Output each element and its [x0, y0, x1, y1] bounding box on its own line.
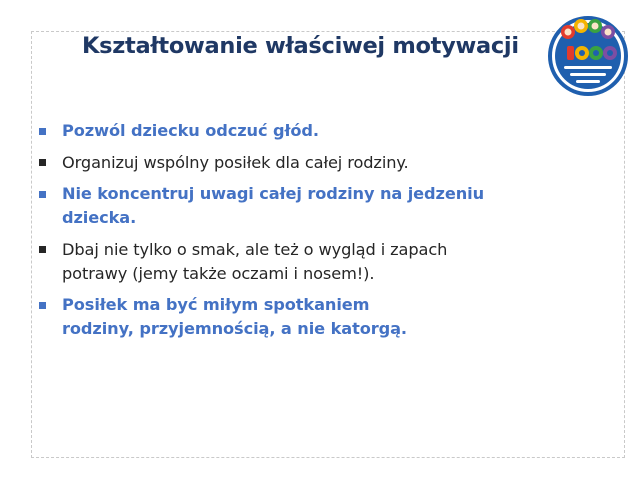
bullet-item: [38, 151, 518, 175]
square-bullet-icon: [39, 302, 46, 309]
bullet-text-continuation: potrawy (jemy także oczami i nosem!).: [62, 263, 375, 283]
square-bullet-icon: [39, 128, 46, 135]
bullet-item: [38, 119, 518, 143]
bullet-text-continuation: rodziny, przyjemnością, a nie katorgą.: [62, 319, 407, 338]
square-bullet-icon: [39, 191, 46, 198]
bullet-text-continuation: dziecka.: [62, 208, 137, 227]
bullet-text: Organizuj wspólny posiłek dla całej rodziny.: [62, 152, 409, 172]
slide-title: Kształtowanie właściwej motywacji: [82, 33, 519, 59]
program-logo-icon: [546, 14, 630, 98]
square-bullet-icon: [39, 159, 46, 166]
bullet-item: [38, 293, 518, 341]
bullet-text: Dbaj nie tylko o smak, ale też o wygląd i zapach: [62, 239, 448, 259]
bullet-item: [38, 182, 518, 230]
bullet-item: [38, 238, 518, 286]
bullet-text: Nie koncentruj uwagi całej rodziny na jedzeniu: [62, 184, 485, 203]
square-bullet-icon: [39, 246, 46, 253]
bullet-text: Pozwól dziecku odczuć głód.: [62, 121, 319, 140]
bullet-list: [38, 119, 518, 349]
bullet-text: Posiłek ma być miłym spotkaniem: [62, 295, 370, 314]
